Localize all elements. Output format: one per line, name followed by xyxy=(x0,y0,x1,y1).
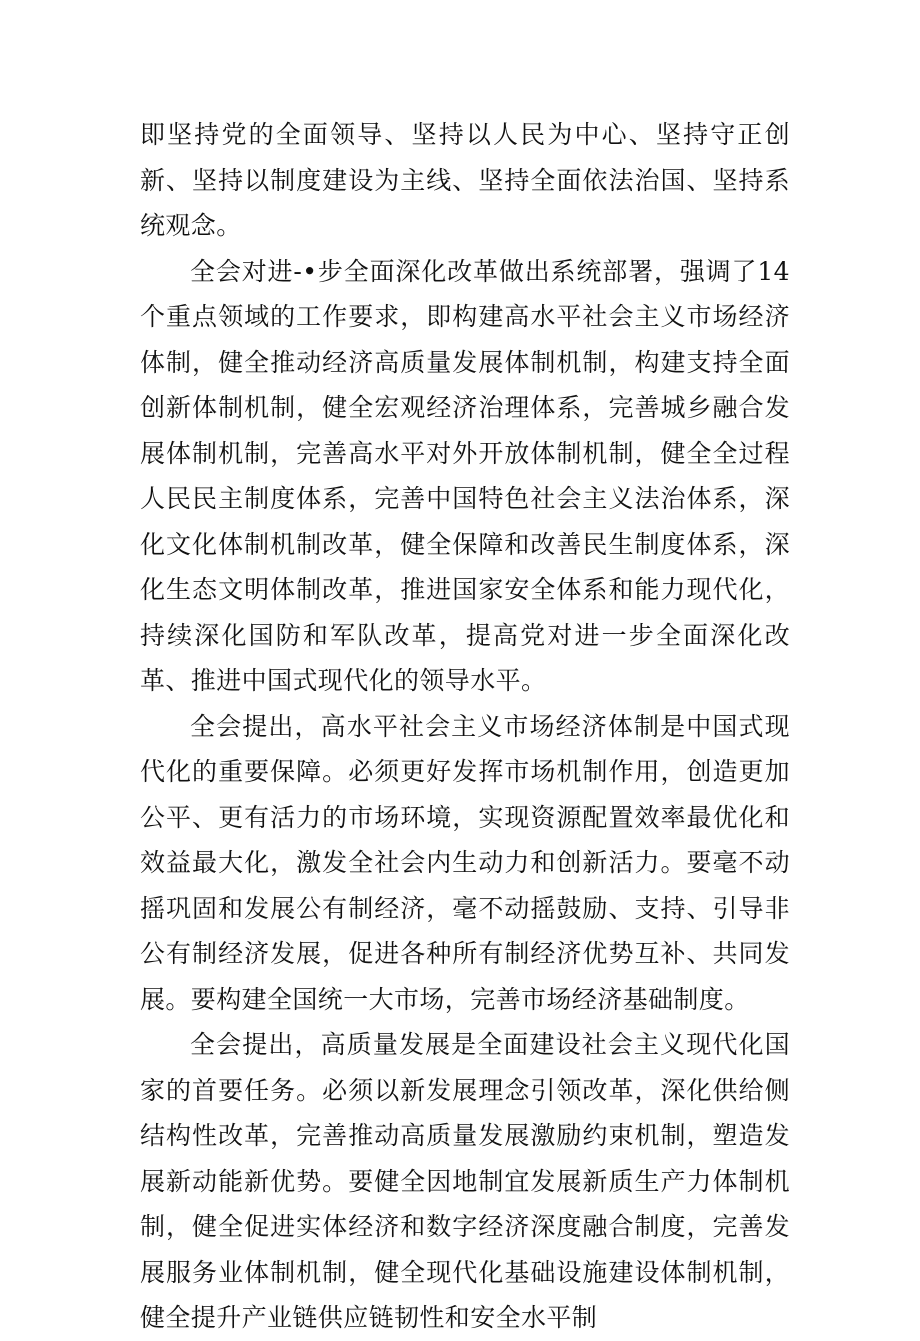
paragraph-market-economy: 全会提出，高水平社会主义市场经济体制是中国式现代化的重要保障。必须更好发挥市场机制作用，创造更加公平、更有活力的市场环境，实现资源配置效率最优化和效益最大化，激发全社会内生动力和创新活力。要毫不动摇巩固和发展公有制经济，毫不动摇鼓励、支持、引导非公有制经济发展，促进各种所有制经济优势互补、共同发展。要构建全国统一大市场，完善市场经济基础制度。 xyxy=(140,711,790,1014)
paragraph-high-quality-development: 全会提出，高质量发展是全面建设社会主义现代化国家的首要任务。必须以新发展理念引领改革，深化供给侧结构性改革，完善推动高质量发展激励约束机制，塑造发展新动能新优势。要健全因地制宜发展新质生产力体制机制，健全促进实体经济和数字经济深度融合制度，完善发展服务业体制机制，健全现代化基础设施建设体制机制，健全提升产业链供应链韧性和安全水平制 xyxy=(140,1030,790,1332)
paragraph-reform-deployment: 全会对进-•步全面深化改革做出系统部署，强调了14个重点领域的工作要求，即构建高水平社会主义市场经济体制，健全推动经济高质量发展体制机制，构建支持全面创新体制机制，健全宏观经济治理体系，完善城乡融合发展体制机制，完善高水平对外开放体制机制，健全全过程人民民主制度体系，完善中国特色社会主义法治体系，深化文化体制机制改革，健全保障和改善民生制度体系，深化生态文明体制改革，推进国家安全体系和能力现代化，持续深化国防和军队改革，提高党对进一步全面深化改革、推进中国式现代化的领导水平。 xyxy=(140,256,790,695)
paragraph-continuation: 即坚持党的全面领导、坚持以人民为中心、坚持守正创新、坚持以制度建设为主线、坚持全面依法治国、坚持系统观念。 xyxy=(140,120,790,240)
document-body xyxy=(140,112,790,1341)
